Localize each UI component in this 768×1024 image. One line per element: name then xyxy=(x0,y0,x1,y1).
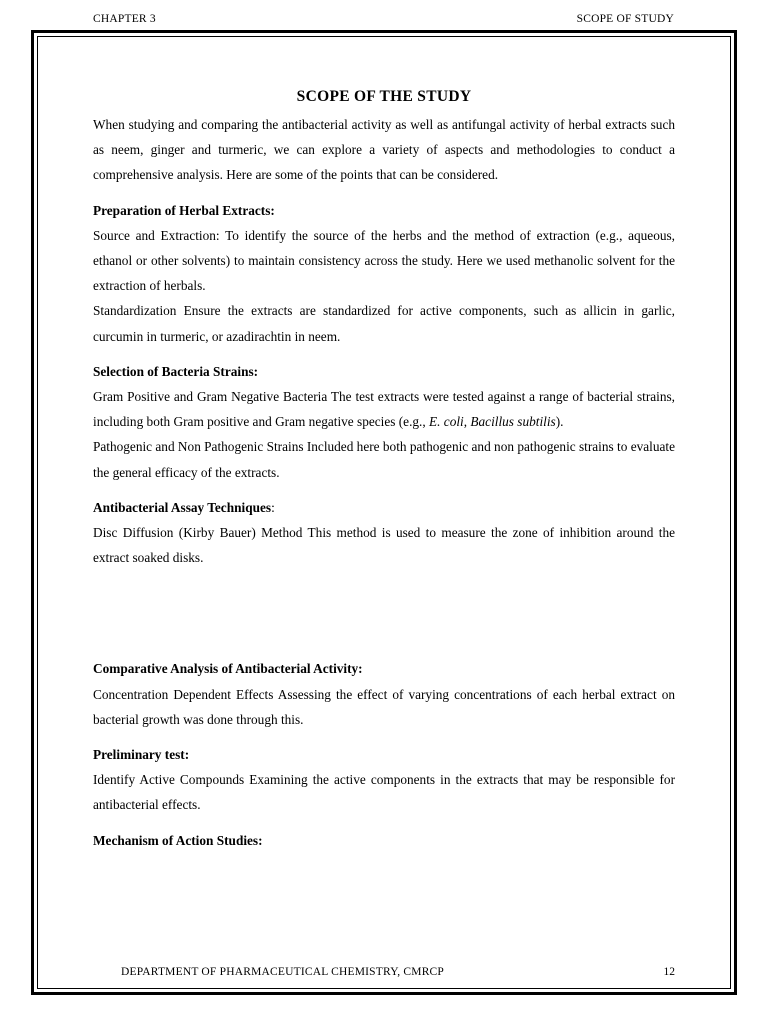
heading-assay xyxy=(93,495,675,520)
closing-text: ). xyxy=(555,414,564,430)
page-content xyxy=(93,86,675,853)
blank-space xyxy=(93,570,675,646)
heading-selection: Selection of Bacteria Strains: xyxy=(93,363,259,379)
gram-text: Gram Positive and Gram Negative Bacteria The test extracts were tested against a range of bacterial strains, including both Gram positive and Gram negative species (e.g., xyxy=(93,389,675,430)
footer-department: DEPARTMENT OF PHARMACEUTICAL CHEMISTRY, CMRCP xyxy=(121,966,445,978)
running-title: SCOPE OF STUDY xyxy=(576,13,674,25)
bacillus-text: Bacillus subtilis xyxy=(470,414,556,430)
heading-mechanism: Mechanism of Action Studies: xyxy=(93,832,263,848)
assay-heading-colon: : xyxy=(271,499,275,515)
heading-comparative: Comparative Analysis of Antibacterial Activity: xyxy=(93,661,363,677)
intro-paragraph: When studying and comparing the antibacterial activity as well as antifungal activity of herbal extracts such as neem, ginger and turmeric, we can explore a variety of aspects and methodologies to conduct a comprehensive analysis. Here are some of the points that can be considered. xyxy=(93,117,675,183)
paragraph-standardization: Standardization Ensure the extracts are standardized for active components, such as allicin in garlic, curcumin in turmeric, or azadirachtin in neem. xyxy=(93,303,675,344)
separator-text: , xyxy=(463,414,471,430)
heading-preliminary: Preliminary test: xyxy=(93,747,190,763)
page-number: 12 xyxy=(663,966,675,978)
heading-preparation: Preparation of Herbal Extracts: xyxy=(93,202,275,218)
paragraph-disc-diffusion: Disc Diffusion (Kirby Bauer) Method This method is used to measure the zone of inhibition around the extract soaked disks. xyxy=(93,525,675,566)
paragraph-concentration: Concentration Dependent Effects Assessing the effect of varying concentrations of each herbal extract on bacterial growth was done through this. xyxy=(93,686,675,727)
chapter-label: CHAPTER 3 xyxy=(93,13,156,25)
paragraph-pathogenic: Pathogenic and Non Pathogenic Strains Included here both pathogenic and non pathogenic strains to evaluate the general efficacy of the extracts. xyxy=(93,439,675,480)
paragraph-gram-strains xyxy=(93,384,675,434)
page-title: SCOPE OF THE STUDY xyxy=(296,88,472,105)
paragraph-source-extraction: Source and Extraction: To identify the source of the herbs and the method of extraction (e.g., aqueous, ethanol or other solvents) to maintain consistency across the study. Here we used methanolic solvent for the extraction of herbals. xyxy=(93,227,675,294)
ecoli-text: E. coli xyxy=(429,414,464,430)
paragraph-active-compounds: Identify Active Compounds Examining the active components in the extracts that may be responsible for antibacterial effects. xyxy=(93,772,675,813)
assay-heading-text: Antibacterial Assay Techniques xyxy=(93,499,272,515)
